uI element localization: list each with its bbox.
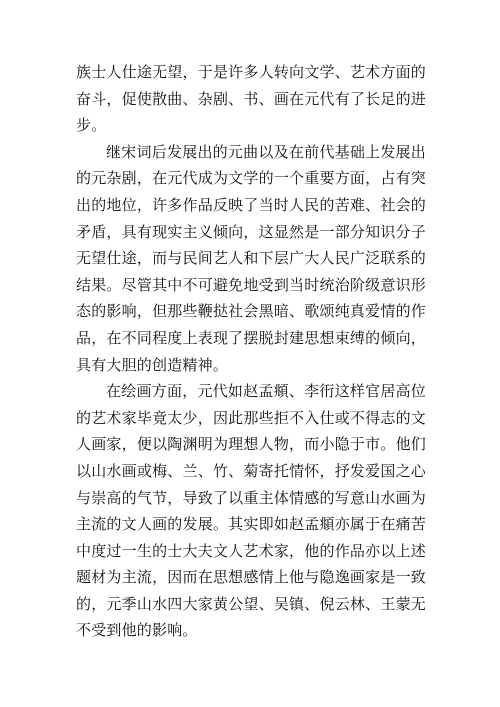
paragraph-yuan-drama: 继宋词后发展出的元曲以及在前代基础上发展出的元杂剧，在元代成为文学的一个重要方面，占有突出的地位，许多作品反映了当时人民的苦难、社会的矛盾，具有现实主义倾向，这显然是一部分知识分子无望仕途，而与民间艺人和下层广大人民广泛联系的结果。尽管其中不可避免地受到当时统治阶级意识形态的影响，但那些鞭挞社会黑暗、歌颂纯真爱情的作品，在不同程度上表现了摆脱封建思想束缚的倾向，具有大胆的创造精神。 [76,142,426,374]
paragraph-painting: 在绘画方面，元代如赵孟頫、李衎这样官居高位的艺术家毕竟太少，因此那些拒不入仕或不得志的文人画家，便以陶渊明为理想人物，而小隐于市。他们以山水画或梅、兰、竹、菊寄托情怀，抒发爱国之心与崇高的气节，导致了以重主体情感的写意山水画为主流的文人画的发展。其实即如赵孟頫亦属于在痛苦中度过一生的士大夫文人艺术家，他的作品亦以上述题材为主流，因而在思想感情上他与隐逸画家是一致的，元季山水四大家黄公望、吴镇、倪云林、王蒙无不受到他的影响。 [76,382,426,640]
document-body [76,59,426,644]
paragraph-continuation: 族士人仕途无望，于是许多人转向文学、艺术方面的奋斗，促使散曲、杂剧、书、画在元代有了长足的进步。 [76,63,426,135]
